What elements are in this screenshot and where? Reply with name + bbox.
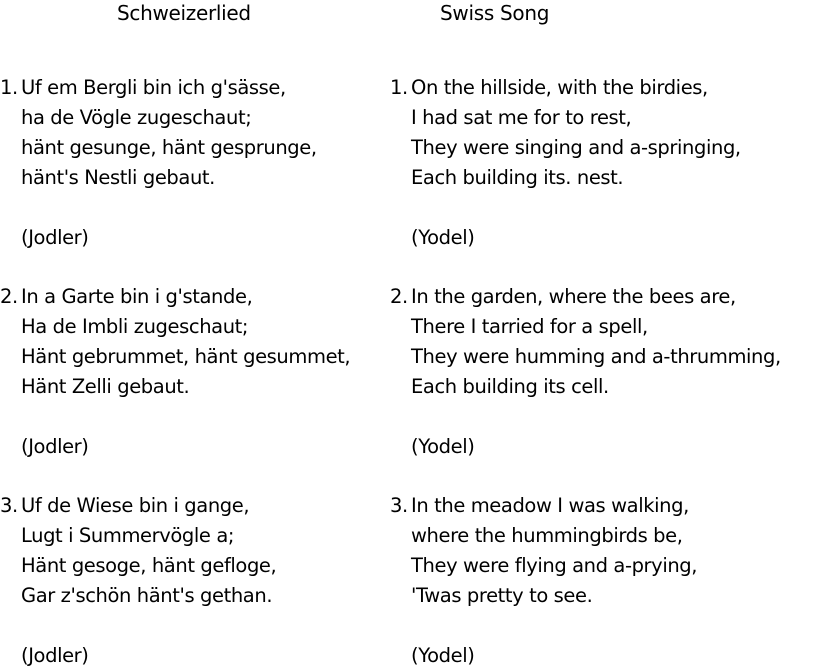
- german-verse-2: [0, 282, 350, 462]
- refrain: (Jodler): [21, 435, 89, 458]
- english-column: [390, 73, 781, 671]
- verse-line: [390, 581, 781, 611]
- verse-line: [0, 342, 350, 372]
- verse-line: [390, 282, 781, 312]
- verse-line: [390, 163, 781, 193]
- verse-line-text: hänt gesunge, hänt gesprunge,: [21, 136, 317, 159]
- verse-line-text: On the hillside, with the birdies,: [411, 76, 708, 99]
- verse-line-text: In the garden, where the bees are,: [411, 285, 736, 308]
- verse-line: [390, 133, 781, 163]
- verse-number: 3.: [0, 494, 18, 517]
- german-verse-3: [0, 491, 350, 671]
- verse-line-text: I had sat me for to rest,: [411, 106, 632, 129]
- verse-line-text: where the hummingbirds be,: [411, 524, 683, 547]
- verse-line-text: ha de Vögle zugeschaut;: [21, 106, 252, 129]
- verse-line: [390, 551, 781, 581]
- verse-line: [0, 551, 350, 581]
- verse-line-text: Hänt gebrummet, hänt gesummet,: [21, 345, 351, 368]
- verse-line: [0, 521, 350, 551]
- verse-line-text: Uf em Bergli bin ich g'sässe,: [21, 76, 286, 99]
- verse-line: [0, 491, 350, 521]
- verse-line-text: In the meadow I was walking,: [411, 494, 689, 517]
- verse-line-text: hänt's Nestli gebaut.: [21, 166, 215, 189]
- english-verse-2: [390, 282, 781, 462]
- english-verse-1: [390, 73, 781, 253]
- refrain: (Jodler): [21, 226, 89, 249]
- verse-line-text: They were flying and a-prying,: [411, 554, 698, 577]
- verse-number: 3.: [390, 494, 408, 517]
- verse-line: [390, 312, 781, 342]
- verse-line: [390, 342, 781, 372]
- german-column: [0, 73, 350, 671]
- verse-line: [0, 312, 350, 342]
- english-title: Swiss Song: [440, 1, 550, 25]
- verse-line-text: Gar z'schön hänt's gethan.: [21, 584, 273, 607]
- verse-number: 1.: [0, 76, 18, 99]
- verse-line-text: Hänt Zelli gebaut.: [21, 375, 190, 398]
- verse-line: [390, 372, 781, 402]
- refrain: (Jodler): [21, 644, 89, 667]
- verse-line: [390, 491, 781, 521]
- german-title: Schweizerlied: [117, 1, 251, 25]
- verse-line: [390, 103, 781, 133]
- verse-line: [0, 282, 350, 312]
- verse-number: 2.: [0, 285, 18, 308]
- verse-line: [0, 372, 350, 402]
- german-verse-1: [0, 73, 350, 253]
- verse-line: [0, 163, 350, 193]
- verse-line-text: Ha de Imbli zugeschaut;: [21, 315, 249, 338]
- verse-line-text: Each building its. nest.: [411, 166, 624, 189]
- verse-line-text: Hänt gesoge, hänt gefloge,: [21, 554, 277, 577]
- verse-line: [390, 521, 781, 551]
- english-verse-3: [390, 491, 781, 671]
- verse-line: [0, 73, 350, 103]
- verse-line: [0, 581, 350, 611]
- verse-line: [390, 73, 781, 103]
- verse-line-text: Each building its cell.: [411, 375, 609, 398]
- verse-line-text: In a Garte bin i g'stande,: [21, 285, 253, 308]
- verse-line-text: There I tarried for a spell,: [411, 315, 648, 338]
- verse-line-text: Lugt i Summervögle a;: [21, 524, 235, 547]
- refrain: (Yodel): [411, 644, 475, 667]
- verse-line: [0, 133, 350, 163]
- verse-number: 1.: [390, 76, 408, 99]
- verse-number: 2.: [390, 285, 408, 308]
- verse-line-text: They were singing and a-springing,: [411, 136, 741, 159]
- verse-line-text: They were humming and a-thrumming,: [411, 345, 781, 368]
- verse-line: [0, 103, 350, 133]
- verse-line-text: 'Twas pretty to see.: [411, 584, 593, 607]
- refrain: (Yodel): [411, 435, 475, 458]
- verse-line-text: Uf de Wiese bin i gange,: [21, 494, 250, 517]
- refrain: (Yodel): [411, 226, 475, 249]
